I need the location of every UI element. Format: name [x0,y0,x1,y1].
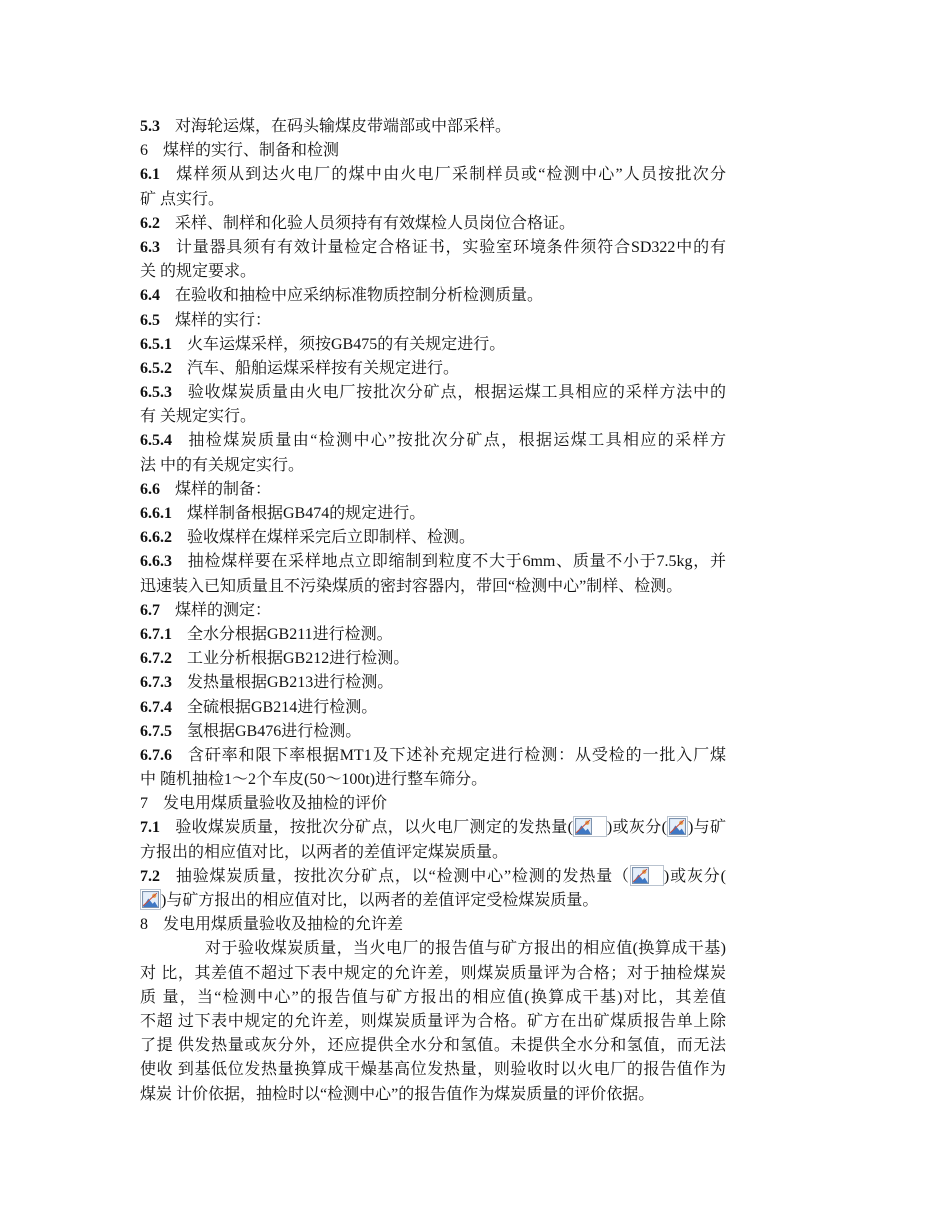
text-line [140,212,726,236]
clause-number: 6.7.2 [140,650,172,668]
line-text: 验收煤炭质量由火电厂按批次分矿点，根据运煤工具相应的采样方法中的 [187,384,726,402]
line-text: 验收煤样在煤样采完后立即制样、检测。 [187,529,476,547]
text-line [140,1083,726,1107]
clause-number: 6.7 [140,601,160,619]
clause-number: 6.6.3 [140,553,172,571]
line-text: 全硫根据GB214进行检测。 [187,698,378,716]
line-text: 有 关规定实行。 [140,408,257,426]
text-line [140,962,726,986]
text-line [140,526,726,550]
line-text: 采样、制样和化验人员须持有有效煤检人员岗位合格证。 [175,214,576,232]
line-text: 对于验收煤炭质量，当火电厂的报告值与矿方报出的相应值(换算成干基) [205,940,726,958]
line-text: 抽检煤样要在采样地点立即缩制到粒度不大于6mm、质量不小于7.5kg，并 [187,553,726,571]
line-text: 中 随机抽检1～2个车皮(50～100t)进行整车筛分。 [140,771,488,789]
text-line [140,357,726,381]
clause-number: 6.6.2 [140,529,172,547]
line-text: )或灰分( [663,867,726,885]
text-line [140,575,726,599]
text-line [140,381,726,405]
section-number: 8 [140,916,148,934]
section-number: 6 [140,142,148,160]
clause-number: 6.7.5 [140,722,172,740]
clause-number: 6.5 [140,311,160,329]
clause-number: 6.4 [140,287,160,305]
text-line [140,1034,726,1058]
line-text: 抽检煤炭质量由“检测中心”按批次分矿点，根据运煤工具相应的采样方 [187,432,726,450]
clause-number: 6.6 [140,480,160,498]
section-title: 煤样的实行、制备和检测 [163,142,340,160]
line-text: 含矸率和限下率根据MT1及下述补充规定进行检测：从受检的一批入厂煤 [187,746,726,764]
text-line [140,284,726,308]
line-text: )或灰分( [606,819,667,837]
text-line [140,236,726,260]
clause-number: 6.5.3 [140,384,172,402]
text-line [140,720,726,744]
line-text: 煤样的制备： [175,480,272,498]
clause-number: 6.5.2 [140,359,172,377]
line-text: 工业分析根据GB212进行检测。 [187,650,410,668]
line-text: 验收煤炭质量，按批次分矿点，以火电厂测定的发热量( [175,819,573,837]
text-line [140,333,726,357]
line-text: 法 中的有关规定实行。 [140,456,305,474]
line-text: 对 比，其差值不超过下表中规定的允许差，则煤炭质量评为合格；对于抽检煤炭 [140,964,726,982]
clause-number: 6.7.6 [140,746,172,764]
text-line [140,647,726,671]
line-text: 抽验煤炭质量，按批次分矿点，以“检测中心”检测的发热量（ [175,867,630,885]
line-text: 了提 供发热量或灰分外，还应提供全水分和氢值。未提供全水分和氢值，而无法 [140,1037,726,1055]
line-text: 不超 过下表中规定的允许差，则煤炭质量评为合格。矿方在出矿煤质报告单上除 [140,1012,726,1030]
line-text: 方报出的相应值对比，以两者的差值评定煤炭质量。 [140,843,509,861]
line-text: 煤炭 计价依据，抽检时以“检测中心”的报告值作为煤炭质量的评价依据。 [140,1085,655,1103]
section-title: 发电用煤质量验收及抽检的允许差 [163,916,404,934]
broken-image-icon [140,889,161,910]
broken-image-icon [667,816,688,837]
clause-number: 6.1 [140,166,160,184]
text-line [140,623,726,647]
line-text: )与矿方报出的相应值对比，以两者的差值评定受检煤炭质量。 [161,892,599,909]
clause-number: 6.7.4 [140,698,172,716]
paragraph-first-line [140,937,726,961]
section-heading [140,139,726,163]
text-line [140,1010,726,1034]
text-line [140,744,726,768]
text-line [140,429,726,453]
section-title: 发电用煤质量验收及抽检的评价 [163,795,388,813]
text-line [140,986,726,1010]
clause-number: 6.6.1 [140,505,172,522]
text-line [140,309,726,333]
line-text: 迅速装入已知质量且不污染煤质的密封容器内，带回“检测中心”制样、检测。 [140,577,683,595]
line-text: 煤样的测定： [175,601,272,619]
section-heading [140,792,726,816]
clause-number: 6.2 [140,214,160,232]
line-text: 发热量根据GB213进行检测。 [187,674,394,692]
line-text: 火车运煤采样，须按GB475的有关规定进行。 [187,335,506,353]
line-text: 汽车、船舶运煤采样按有关规定进行。 [187,359,460,377]
section-heading [140,913,726,937]
line-text: 全水分根据GB211进行检测。 [187,625,393,643]
line-text: 矿 点实行。 [140,190,225,208]
line-text: 质 量，当“检测中心”的报告值与矿方报出的相应值(换算成干基)对比，其差值 [140,988,726,1006]
line-text: 煤样须从到达火电厂的煤中由火电厂采制样员或“检测中心”人员按批次分 [175,166,726,184]
document-body [140,115,726,1107]
clause-number: 6.7.3 [140,674,172,692]
text-line [140,405,726,429]
clause-number: 6.5.4 [140,432,172,450]
broken-image-icon [630,865,664,886]
text-line [140,163,726,187]
line-text: 关 的规定要求。 [140,263,257,281]
text-line [140,865,726,889]
text-line [140,260,726,284]
text-line [140,550,726,574]
section-number: 7 [140,795,148,813]
clause-number: 7.1 [140,819,160,837]
text-line [140,599,726,623]
clause-number: 6.5.1 [140,335,172,353]
text-line [140,696,726,720]
broken-image-icon [573,816,607,837]
text-line [140,454,726,478]
text-line [140,502,726,526]
text-line [140,671,726,695]
clause-number: 7.2 [140,867,160,885]
line-text: 对海轮运煤，在码头输煤皮带端部或中部采样。 [175,118,512,135]
text-line [140,816,726,840]
line-text: 在验收和抽检中应采纳标准物质控制分析检测质量。 [175,287,544,305]
clause-number: 6.3 [140,238,160,256]
text-line [140,478,726,502]
line-text: )与矿 [687,819,726,837]
clause-number: 6.7.1 [140,625,172,643]
line-text: 使收 到基低位发热量换算成干燥基高位发热量，则验收时以火电厂的报告值作为 [140,1061,726,1079]
text-line [140,841,726,865]
text-line [140,889,726,913]
text-line [140,115,726,139]
line-text: 计量器具须有有效计量检定合格证书，实验室环境条件须符合SD322中的有 [175,238,726,256]
line-text: 氢根据GB476进行检测。 [187,722,362,740]
text-line [140,188,726,212]
line-text: 煤样制备根据GB474的规定进行。 [187,505,426,522]
text-line [140,1058,726,1082]
text-line [140,768,726,792]
line-text: 煤样的实行： [175,311,272,329]
clause-number: 5.3 [140,118,160,135]
